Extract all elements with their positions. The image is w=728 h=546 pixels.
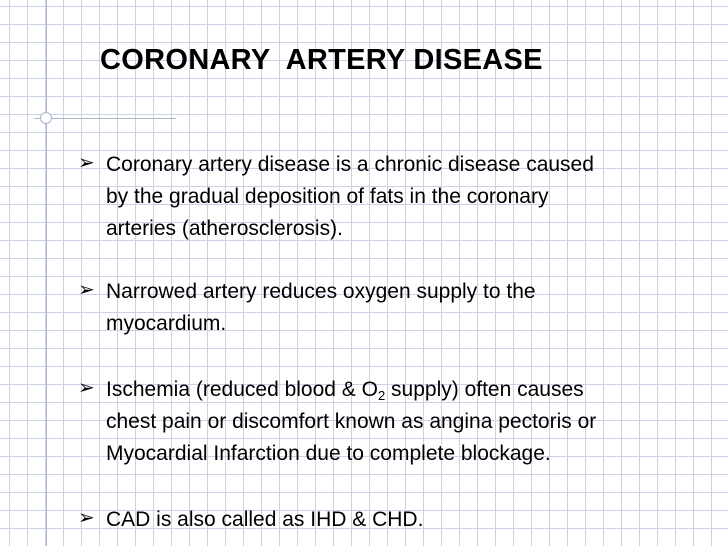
bullet-text: CAD is also called as IHD & CHD. — [106, 508, 424, 531]
bullet-item-4 — [78, 504, 698, 536]
decorative-horizontal-line — [34, 118, 176, 119]
decorative-vertical-line — [46, 0, 47, 546]
bullet-item-2 — [78, 276, 698, 340]
bullet-arrow-icon: ➢ — [78, 279, 95, 301]
decorative-circle-icon — [40, 112, 52, 124]
bullet-item-1 — [78, 149, 698, 245]
bullet-arrow-icon: ➢ — [78, 507, 95, 529]
subscript-two: 2 — [377, 388, 386, 403]
bullet-text — [106, 374, 698, 470]
bullet-arrow-icon: ➢ — [78, 377, 95, 399]
slide-title: CORONARY ARTERY DISEASE — [100, 44, 543, 76]
bullet-text-part: Ischemia (reduced blood & O — [106, 378, 378, 401]
bullet-text: Coronary artery disease is a chronic disease caused by the gradual deposition of fats in the coronary arteries (atherosclerosis). — [106, 153, 594, 240]
bullet-text: Narrowed artery reduces oxygen supply to the myocardium. — [106, 280, 536, 335]
bullet-arrow-icon: ➢ — [78, 152, 95, 174]
bullet-text-part: supply) often causes chest pain or discomfort known as angina pectoris or Myocardial Infarction due to complete blockage. — [106, 378, 597, 465]
bullet-item-3 — [78, 374, 698, 470]
